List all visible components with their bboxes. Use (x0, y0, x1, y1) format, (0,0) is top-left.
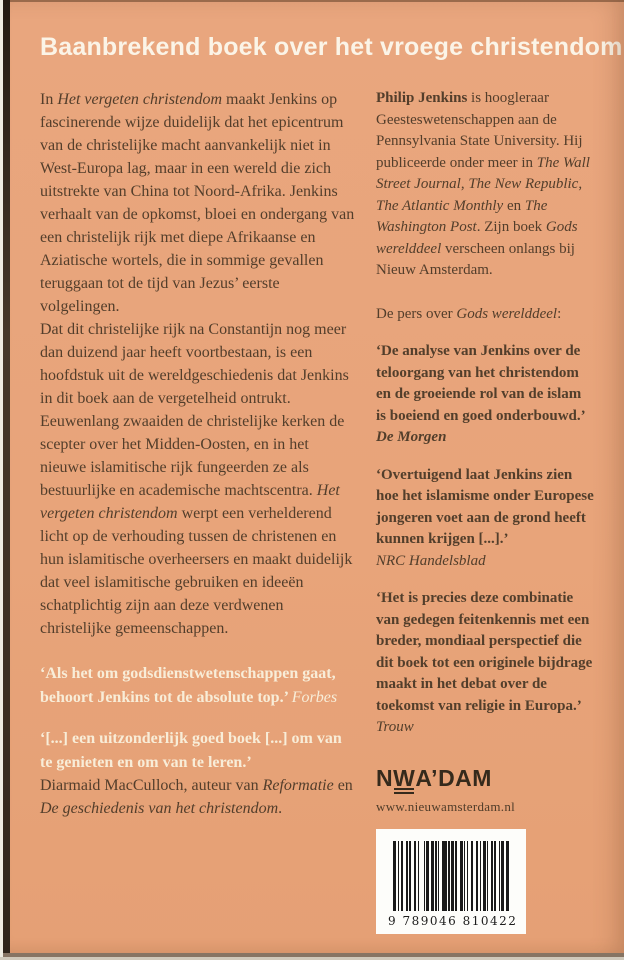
page-title: Baanbrekend boek over het vroege christendom (40, 33, 623, 61)
logo-letter-w-underlined: W (393, 764, 416, 791)
book-spine-edge (3, 0, 10, 960)
publisher-block (376, 765, 594, 815)
review-quote-forbes: ‘Als het om godsdienstwetenschappen gaat, behoort Jenkins tot de absolute top.’ Forbes (40, 665, 338, 706)
synopsis-paragraph-1: In Het vergeten christendom maakt Jenkins op fascinerende wijze duidelijk dat het epicentrum van de christelijke macht aanvankelijk niet in West-Europa lag, maar in een wereld die zich uitstrekte van China tot Noord-Afrika. Jenkins verhaalt van de opkomst, bloei en ondergang van een christelijk rijk met diepe Afrikaanse en Aziatische wortels, die in sommige gevallen teruggaan tot de tijd van Jezus’ eerste volgelingen. (40, 91, 355, 315)
publisher-logo (376, 765, 594, 792)
press-quote-nrc-handelsblad: ‘Overtuigend laat Jenkins zien hoe het islamisme onder Europese jongeren voet aan de grond heeft kunnen krijgen [...].’ NRC Handelsblad (376, 466, 594, 569)
synopsis-column (40, 88, 356, 934)
barcode-bars (388, 841, 514, 911)
synopsis-paragraph-2: Dat dit christelijke rijk na Constantijn nog meer dan duizend jaar heeft voortbestaan, is een hoofdstuk uit de wereldgeschiedenis dat Jenkins in dit boek aan de vergetelheid ontrukt. Eeuwenlang zwaaiden de christelijke kerken de scepter over het Midden-Oosten, en in het nieuwe islamitische rijk fungeerden ze als bestuurlijke en academische machtscentra. Het vergeten christendom werpt een verhelderend licht op de verhouding tussen de christenen en hun islamitische overheersers en maakt duidelijk dat veel islamitische gebruiken en ideeën schatplichtig zijn aan deze verdwenen christelijke gemeenschappen. (40, 321, 353, 637)
publisher-website: www.nieuwamsterdam.nl (376, 798, 516, 814)
review-quote-macculloch: ‘[...] een uitzonderlijk goed boek [...] om van te genieten en om van te leren.’ (40, 730, 342, 771)
logo-letters-adam: A’DAM (415, 764, 492, 791)
author-bio: Philip Jenkins is hoogleraar Geesteswetenschappen aan de Pennsylvania State University. Hij publiceerde onder meer in The Wall Street Journal, The New Republic, The Atlantic Monthly en The Washington Post. Zijn boek Gods werelddeel verscheen onlangs bij Nieuw Amsterdam. (376, 90, 590, 278)
review-attribution: Diarmaid MacCulloch, auteur van Reformatie en De geschiedenis van het christendom. (40, 777, 353, 817)
barcode (376, 829, 526, 934)
press-intro: De pers over Gods werelddeel: (376, 305, 562, 322)
author-press-column (376, 88, 594, 934)
press-quote-de-morgen: ‘De analyse van Jenkins over de teloorgang van het christendom en de groeiende rol van de islam is boeiend en goed onderbouwd.’ De Morgen (376, 343, 586, 445)
logo-letter-n: N (376, 764, 394, 791)
content-columns (40, 88, 594, 934)
press-quote-trouw: ‘Het is precies deze combinatie van gedegen feitenkennis met een breder, mondiaal perspectief die dit boek tot een originele bijdrage maakt in het debat over de toekomst van religie in Europa.’ Trouw (376, 590, 593, 735)
cover-top-edge (10, 0, 624, 2)
isbn-number: 9 789046 810422 (388, 913, 518, 928)
